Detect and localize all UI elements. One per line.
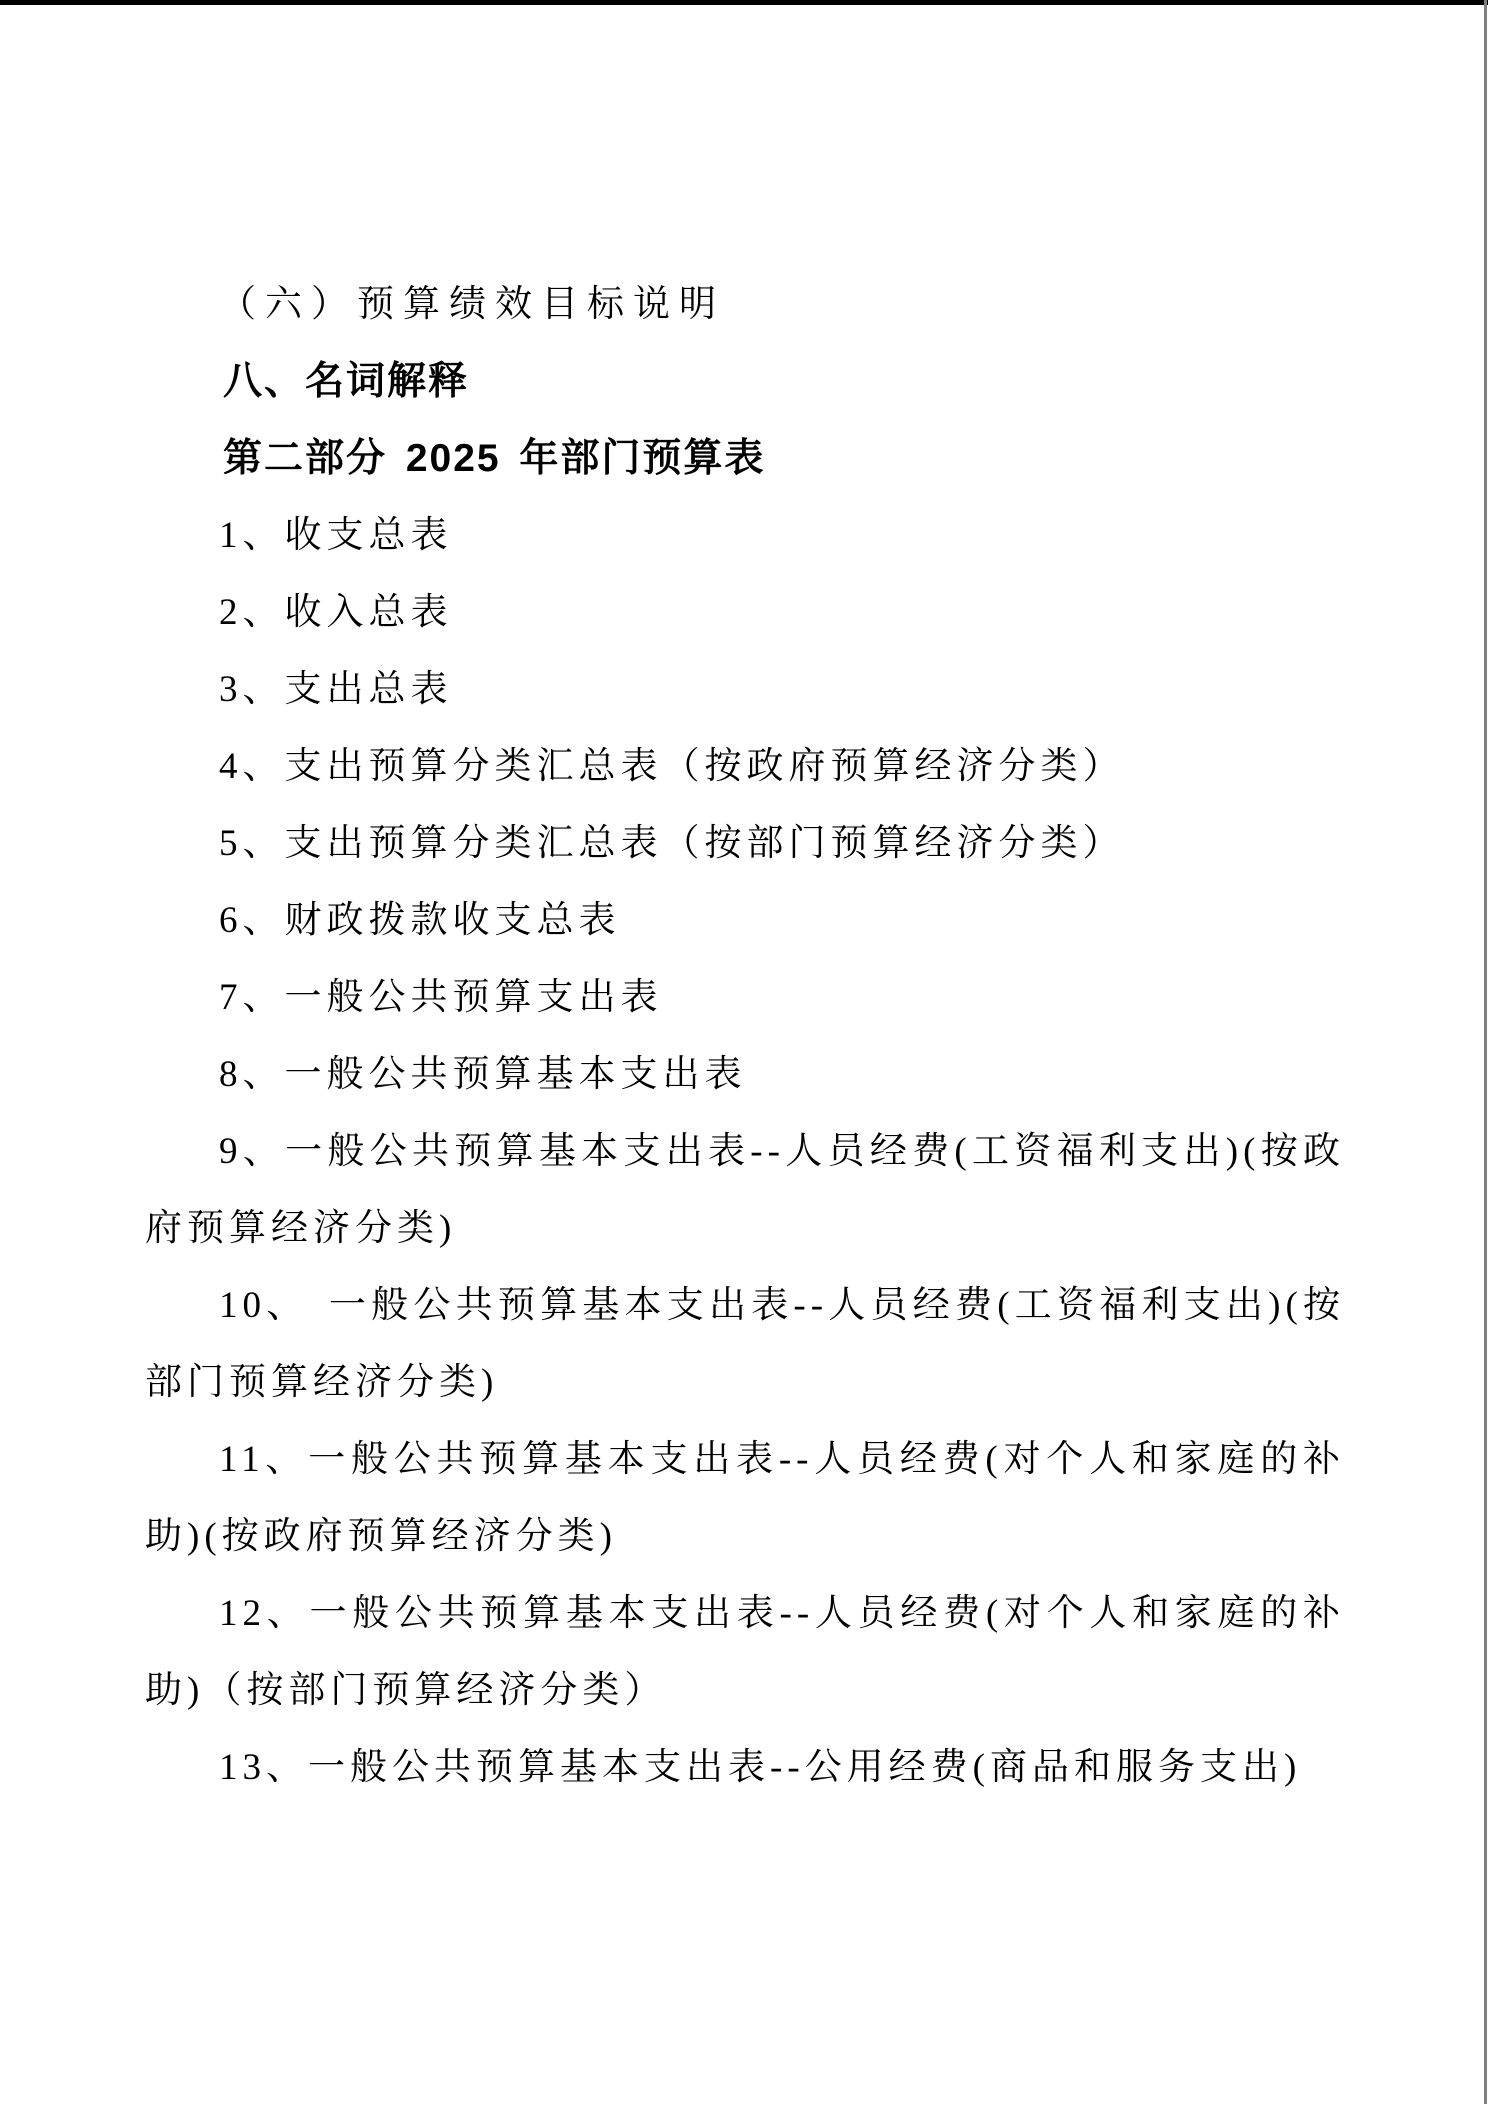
section-8-glossary-heading: 八、名词解释 (223, 360, 470, 403)
table-list-item-7: 7、一般公共预算支出表 (219, 977, 663, 1018)
table-list-item-3: 3、支出总表 (219, 669, 453, 710)
table-list-item-5: 5、支出预算分类汇总表（按部门预算经济分类） (219, 823, 1125, 864)
table-list-item-9: 9、一般公共预算基本支出表--人员经费(工资福利支出)(按政府预算经济分类) (145, 1131, 1345, 1249)
document-body (145, 266, 1345, 1806)
table-list-item-13: 13、一般公共预算基本支出表--公用经费(商品和服务支出) (219, 1747, 1302, 1788)
table-list-item-4: 4、支出预算分类汇总表（按政府预算经济分类） (219, 746, 1125, 787)
table-list-item-8: 8、一般公共预算基本支出表 (219, 1054, 747, 1095)
page-right-edge (1484, 0, 1487, 2104)
table-list-item-2: 2、收入总表 (219, 592, 453, 633)
window-top-edge (0, 0, 1488, 5)
table-list-item-6: 6、财政拨款收支总表 (219, 900, 621, 941)
table-list-item-11: 11、一般公共预算基本支出表--人员经费(对个人和家庭的补助)(按政府预算经济分类) (145, 1439, 1345, 1557)
table-list-item-1: 1、收支总表 (219, 515, 453, 556)
table-list-item-10: 10、 一般公共预算基本支出表--人员经费(工资福利支出)(按部门预算经济分类) (145, 1285, 1345, 1403)
part-2-budget-tables-heading: 第二部分 2025 年部门预算表 (223, 437, 766, 480)
table-list-item-12: 12、一般公共预算基本支出表--人员经费(对个人和家庭的补助)（按部门预算经济分类） (145, 1593, 1345, 1711)
subsection-6-performance-targets: （六）预算绩效目标说明 (219, 284, 725, 325)
